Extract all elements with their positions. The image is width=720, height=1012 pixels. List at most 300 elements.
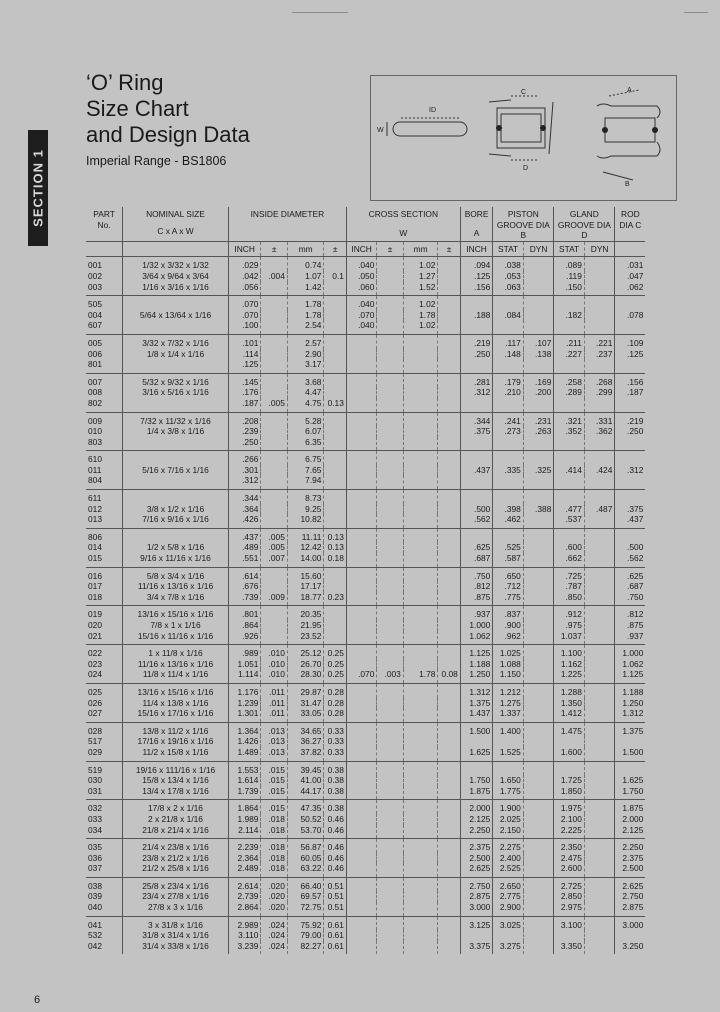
cell-gland-dyn (584, 863, 615, 877)
cell-bore: 1.750 (460, 775, 493, 786)
table-row (86, 592, 676, 606)
cell-id-mm-tol (324, 310, 346, 321)
cell-rod-dia: 2.375 (615, 853, 646, 864)
cell-cs-tol (377, 398, 403, 412)
cell-gland-stat: .414 (554, 465, 585, 476)
cell-piston-dyn: .325 (523, 465, 554, 476)
cross-section-label: CROSS SECTION (368, 209, 438, 219)
cell-bore: 1.188 (460, 659, 493, 670)
cell-id-mm: 6.07 (287, 426, 324, 437)
cell-part-no: 001 (88, 260, 102, 271)
cell-piston-stat: 1.775 (493, 786, 524, 800)
cell-cs-inch (346, 514, 377, 528)
table-row (86, 775, 676, 786)
cell-gland-dyn: .237 (584, 349, 615, 360)
cell-cs-mm (403, 553, 438, 567)
table-row (86, 398, 676, 412)
cell-piston-stat (493, 398, 524, 412)
cell-piston-stat: .335 (493, 465, 524, 476)
cell-bore: .344 (460, 412, 493, 426)
cell-piston-stat: 1.150 (493, 669, 524, 683)
cell-cs-tol (377, 786, 403, 800)
cell-id-inch: .364 (228, 504, 261, 515)
sub-cs-mm: mm (403, 241, 438, 257)
cell-id-inch: .187 (228, 398, 261, 412)
cell-cs-inch (346, 786, 377, 800)
cell-part-no: 030 (88, 775, 102, 786)
cell-piston-stat (493, 320, 524, 334)
cell-rod-dia: .937 (615, 631, 646, 645)
cell-gland-stat: .211 (554, 334, 585, 348)
cell-bore: 1.500 (460, 722, 493, 736)
sub-piston-dyn: DYN (523, 241, 554, 257)
cell-cs-inch (346, 916, 377, 930)
cell-cs-inch (346, 877, 377, 891)
cell-id-tol: .007 (261, 553, 287, 567)
cell-rod-dia: .562 (615, 553, 646, 567)
cell-id-mm-tol: 0.51 (324, 877, 346, 891)
cell-cs-tol (377, 736, 403, 747)
cell-piston-stat (493, 490, 524, 504)
cell-cs-mm (403, 606, 438, 620)
cell-cs-mm-tol (438, 877, 460, 891)
cell-id-mm-tol: 0.51 (324, 902, 346, 916)
cell-id-inch: .101 (228, 334, 261, 348)
cell-nominal-size: 3/8 x 1/2 x 1/16 (123, 504, 229, 515)
cell-rod-dia: 2.250 (615, 839, 646, 853)
cell-part-no: 004 (88, 309, 102, 320)
cell-piston-stat: 2.400 (493, 853, 524, 864)
cell-id-mm: 1.07 (287, 271, 324, 282)
cell-piston-stat (493, 761, 524, 775)
cell-id-tol: .018 (261, 863, 287, 877)
cell-rod-dia: 3.250 (615, 941, 646, 955)
sub-cs-inch: INCH (346, 241, 377, 257)
cell-id-inch: .801 (228, 606, 261, 620)
cell-cs-inch (346, 567, 377, 581)
cell-gland-stat: .600 (554, 542, 585, 553)
cell-id-tol: .013 (261, 722, 287, 736)
table-subheader-row (86, 241, 676, 257)
table-row (86, 669, 676, 683)
cell-id-mm-tol: 0.28 (324, 698, 346, 709)
cell-id-mm-tol: 0.25 (324, 645, 346, 659)
cell-cs-mm-tol (438, 334, 460, 348)
cell-id-mm-tol (324, 426, 346, 437)
cell-id-mm-tol (324, 606, 346, 620)
cell-nominal-size: 3/4 x 7/8 x 1/16 (123, 592, 229, 606)
cell-part-no: 012 (88, 503, 102, 514)
cell-cs-mm-tol (438, 800, 460, 814)
cell-gland-dyn: .362 (584, 426, 615, 437)
cell-piston-dyn: .138 (523, 349, 554, 360)
cell-gland-stat: 1.162 (554, 659, 585, 670)
cell-bore: .219 (460, 334, 493, 348)
scan-mark (684, 12, 708, 13)
cell-cs-tol: .003 (377, 669, 403, 683)
cell-piston-stat: .273 (493, 426, 524, 437)
cell-bore (460, 451, 493, 465)
cell-id-tol (261, 451, 287, 465)
cell-id-mm-tol (324, 581, 346, 592)
cell-gland-dyn (584, 669, 615, 683)
cell-id-mm: 33.05 (287, 708, 324, 722)
cell-gland-dyn (584, 891, 615, 902)
cell-nominal-size: 31/8 x 31/4 x 1/16 (123, 930, 229, 941)
cell-cs-inch (346, 592, 377, 606)
cell-cs-mm (403, 490, 438, 504)
cell-id-mm: 0.74 (287, 257, 324, 271)
cell-bore (460, 398, 493, 412)
cell-piston-dyn (523, 941, 554, 955)
cell-cs-mm (403, 761, 438, 775)
cell-gland-dyn (584, 839, 615, 853)
cell-cs-mm-tol (438, 839, 460, 853)
cell-bore (460, 528, 493, 542)
cell-cs-inch (346, 553, 377, 567)
cell-cs-tol (377, 567, 403, 581)
section-label: SECTION 1 (30, 149, 46, 227)
cell-cs-tol (377, 542, 403, 553)
cell-id-mm: 12.42 (287, 542, 324, 553)
cell-rod-dia (615, 320, 646, 334)
cell-rod-dia: .312 (615, 465, 646, 476)
cell-piston-stat (493, 528, 524, 542)
cell-bore: .750 (460, 567, 493, 581)
cell-cs-tol (377, 814, 403, 825)
cell-bore: .312 (460, 387, 493, 398)
cell-nominal-size: 23/4 x 27/8 x 1/16 (123, 891, 229, 902)
cell-cs-tol (377, 891, 403, 902)
cell-cs-mm-tol (438, 916, 460, 930)
cell-gland-dyn (584, 747, 615, 761)
cell-id-mm-tol: 0.13 (324, 542, 346, 553)
cell-gland-dyn (584, 528, 615, 542)
cell-id-inch: .070 (228, 296, 261, 310)
cell-part-no: 035 (88, 842, 102, 853)
table-row (86, 814, 676, 825)
cell-id-inch: 2.239 (228, 839, 261, 853)
cell-part-no: 003 (86, 282, 123, 296)
cell-cs-tol (377, 373, 403, 387)
cell-cs-mm (403, 620, 438, 631)
cell-part-no: 028 (88, 725, 102, 736)
cell-rod-dia (615, 437, 646, 451)
cell-gland-dyn: .221 (584, 334, 615, 348)
cell-cs-tol (377, 916, 403, 930)
cell-id-tol (261, 359, 287, 373)
cell-part-no: 037 (86, 863, 123, 877)
cell-id-mm: 4.75 (287, 398, 324, 412)
cell-cs-mm (403, 592, 438, 606)
cell-nominal-size (123, 296, 229, 310)
cell-id-tol: .020 (261, 891, 287, 902)
cell-id-tol (261, 334, 287, 348)
cell-piston-stat: .587 (493, 553, 524, 567)
cell-gland-dyn (584, 722, 615, 736)
table-row (86, 359, 676, 373)
cell-id-inch: 2.364 (228, 853, 261, 864)
cell-gland-stat: 2.350 (554, 839, 585, 853)
cell-id-mm-tol (324, 567, 346, 581)
cell-cs-mm (403, 349, 438, 360)
cell-id-tol: .024 (261, 916, 287, 930)
sub-gland-dyn: DYN (584, 241, 615, 257)
cell-part-no: 015 (86, 553, 123, 567)
cell-gland-stat: .150 (554, 282, 585, 296)
cell-cs-inch: .040 (346, 257, 377, 271)
cell-bore: 3.375 (460, 941, 493, 955)
cell-id-mm-tol: 0.33 (324, 736, 346, 747)
cell-cs-mm-tol (438, 567, 460, 581)
cell-gland-stat: .912 (554, 606, 585, 620)
cell-bore: .375 (460, 426, 493, 437)
cell-id-mm: 1.78 (287, 310, 324, 321)
cell-id-inch: .145 (228, 373, 261, 387)
cell-part-no: 017 (88, 581, 102, 592)
cell-gland-stat: 1.850 (554, 786, 585, 800)
cell-bore (460, 320, 493, 334)
table-row (86, 853, 676, 864)
cell-id-mm-tol (324, 282, 346, 296)
cell-id-inch: .344 (228, 490, 261, 504)
cell-part-no: 011 (88, 464, 102, 475)
cell-id-inch: .864 (228, 620, 261, 631)
cell-id-inch: 1.239 (228, 698, 261, 709)
cell-piston-stat: .712 (493, 581, 524, 592)
cell-rod-dia: .219 (615, 412, 646, 426)
cell-part-no: 532 (88, 930, 102, 941)
cell-gland-stat (554, 359, 585, 373)
cell-id-mm: 4.47 (287, 387, 324, 398)
cell-id-mm-tol (324, 296, 346, 310)
cell-piston-stat: 2.650 (493, 877, 524, 891)
cell-rod-dia: .047 (615, 271, 646, 282)
page-title (86, 70, 250, 148)
cell-cs-tol (377, 412, 403, 426)
cell-part-no: 029 (86, 747, 123, 761)
cell-nominal-size: 1/4 x 3/8 x 1/16 (123, 426, 229, 437)
cell-piston-dyn (523, 902, 554, 916)
cell-bore: .937 (460, 606, 493, 620)
cell-nominal-size: 15/16 x 11/16 x 1/16 (123, 631, 229, 645)
cell-gland-stat: .119 (554, 271, 585, 282)
cell-cs-tol (377, 528, 403, 542)
cell-part-no: 803 (86, 437, 123, 451)
cell-part-no: 005 (88, 337, 102, 348)
cell-piston-dyn (523, 581, 554, 592)
table-row (86, 271, 676, 282)
nominal-size-sub: C x A x W (157, 225, 194, 236)
cell-cs-mm: 1.52 (403, 282, 438, 296)
cell-nominal-size: 13/8 x 11/2 x 1/16 (123, 722, 229, 736)
cell-part-no: 505 (88, 299, 102, 310)
cell-gland-dyn (584, 916, 615, 930)
cell-rod-dia: 3.000 (615, 916, 646, 930)
cell-gland-dyn (584, 451, 615, 465)
cell-cs-tol (377, 387, 403, 398)
cell-cs-mm (403, 437, 438, 451)
cell-piston-dyn (523, 398, 554, 412)
cell-id-mm: 14.00 (287, 553, 324, 567)
cell-cs-mm-tol (438, 941, 460, 955)
cell-nominal-size: 11/16 x 13/16 x 1/16 (123, 581, 229, 592)
cell-rod-dia: 2.625 (615, 877, 646, 891)
cell-id-tol (261, 310, 287, 321)
cell-id-mm-tol (324, 373, 346, 387)
cell-cs-tol (377, 451, 403, 465)
table-row (86, 334, 676, 348)
cell-rod-dia: 1.125 (615, 669, 646, 683)
cell-rod-dia: 1.250 (615, 698, 646, 709)
cell-part-no: 023 (88, 658, 102, 669)
cell-nominal-size: 5/32 x 9/32 x 1/16 (123, 373, 229, 387)
cell-gland-dyn (584, 310, 615, 321)
cell-piston-dyn (523, 620, 554, 631)
cell-id-mm-tol: 0.38 (324, 761, 346, 775)
cell-gland-dyn (584, 514, 615, 528)
cell-cs-tol (377, 310, 403, 321)
cell-rod-dia: 2.875 (615, 902, 646, 916)
cell-cs-tol (377, 359, 403, 373)
cell-id-mm: 56.87 (287, 839, 324, 853)
cell-part-no: 038 (88, 880, 102, 891)
cell-id-tol: .018 (261, 853, 287, 864)
cell-cs-inch (346, 800, 377, 814)
cell-id-mm: 26.70 (287, 659, 324, 670)
cell-cs-inch (346, 645, 377, 659)
sub-bore-inch: INCH (460, 241, 493, 257)
cell-bore: 2.000 (460, 800, 493, 814)
table-row (86, 451, 676, 465)
cell-nominal-size: 13/16 x 15/16 x 1/16 (123, 606, 229, 620)
table-row (86, 553, 676, 567)
title-line-1: ‘O’ Ring (86, 70, 164, 95)
cell-gland-stat (554, 761, 585, 775)
cell-cs-mm-tol (438, 257, 460, 271)
cell-bore (460, 930, 493, 941)
cell-id-tol (261, 387, 287, 398)
cell-id-mm: 2.90 (287, 349, 324, 360)
cell-id-inch: .301 (228, 465, 261, 476)
cell-cs-tol (377, 645, 403, 659)
cell-id-tol (261, 257, 287, 271)
cell-gland-stat: .787 (554, 581, 585, 592)
cell-id-inch: .676 (228, 581, 261, 592)
cell-id-mm-tol: 0.33 (324, 722, 346, 736)
cell-id-inch: 1.301 (228, 708, 261, 722)
cell-cs-tol (377, 592, 403, 606)
cell-piston-dyn (523, 814, 554, 825)
cell-cs-mm-tol (438, 786, 460, 800)
cell-cs-mm (403, 504, 438, 515)
cell-id-mm-tol (324, 465, 346, 476)
cell-id-mm: 6.75 (287, 451, 324, 465)
cell-id-mm-tol: 0.38 (324, 786, 346, 800)
cell-id-mm: 3.17 (287, 359, 324, 373)
cell-id-mm-tol (324, 412, 346, 426)
cell-nominal-size: 19/16 x 111/16 x 1/16 (123, 761, 229, 775)
cell-piston-dyn (523, 683, 554, 697)
cell-cs-tol (377, 334, 403, 348)
table-row (86, 528, 676, 542)
cell-nominal-size: 1/32 x 3/32 x 1/32 (123, 257, 229, 271)
bore-sub: A (473, 227, 480, 238)
cell-part-no: 026 (88, 697, 102, 708)
cell-piston-stat: 1.900 (493, 800, 524, 814)
cell-cs-mm: 1.02 (403, 257, 438, 271)
col-part-no: PART No. (93, 209, 115, 230)
cell-id-inch: 1.864 (228, 800, 261, 814)
cell-cs-mm-tol (438, 514, 460, 528)
cell-piston-stat (493, 451, 524, 465)
cell-bore: .625 (460, 542, 493, 553)
cell-cs-inch: .050 (346, 271, 377, 282)
cell-bore: 3.000 (460, 902, 493, 916)
cell-id-tol (261, 282, 287, 296)
cell-cs-mm-tol (438, 349, 460, 360)
table-row (86, 282, 676, 296)
cell-nominal-size: 11/8 x 11/4 x 1/16 (123, 669, 229, 683)
cell-gland-dyn (584, 282, 615, 296)
cell-cs-mm (403, 631, 438, 645)
col-inside-diameter: INSIDE DIAMETER (228, 207, 346, 241)
cell-part-no: 042 (88, 940, 102, 951)
label-d: D (523, 165, 529, 172)
cell-cs-mm (403, 359, 438, 373)
cell-id-inch: .266 (228, 451, 261, 465)
cell-gland-stat (554, 475, 585, 489)
cell-bore: .156 (460, 282, 493, 296)
cell-cs-mm (403, 891, 438, 902)
cell-cs-tol (377, 761, 403, 775)
cell-piston-stat: .525 (493, 542, 524, 553)
page-subtitle: Imperial Range - BS1806 (86, 154, 227, 168)
cell-cs-mm (403, 475, 438, 489)
cell-nominal-size: 5/64 x 13/64 x 1/16 (123, 310, 229, 321)
cell-nominal-size: 2 x 21/8 x 1/16 (123, 814, 229, 825)
cell-id-mm: 79.00 (287, 930, 324, 941)
table-row (86, 747, 676, 761)
cell-cs-inch (346, 387, 377, 398)
cell-id-tol: .018 (261, 814, 287, 825)
title-line-2: Size Chart (86, 96, 189, 121)
cell-rod-dia: 1.625 (615, 775, 646, 786)
cell-bore: .875 (460, 592, 493, 606)
cell-cs-mm-tol (438, 504, 460, 515)
cell-bore: 2.250 (460, 825, 493, 839)
cell-cs-mm-tol (438, 412, 460, 426)
cell-id-mm: 37.82 (287, 747, 324, 761)
cell-id-mm: 60.05 (287, 853, 324, 864)
cell-cs-inch (346, 747, 377, 761)
cell-id-inch: .989 (228, 645, 261, 659)
cell-piston-dyn (523, 257, 554, 271)
cell-id-tol (261, 631, 287, 645)
cell-gland-dyn (584, 592, 615, 606)
cell-rod-dia: .812 (615, 606, 646, 620)
cell-part-no: 033 (88, 813, 102, 824)
cell-id-mm: 75.92 (287, 916, 324, 930)
cell-part-no: 036 (88, 852, 102, 863)
cell-gland-dyn (584, 825, 615, 839)
cell-bore: .687 (460, 553, 493, 567)
cell-gland-dyn (584, 708, 615, 722)
cell-rod-dia: .375 (615, 504, 646, 515)
cell-cs-inch (346, 334, 377, 348)
table-row (86, 839, 676, 853)
cell-id-tol (261, 504, 287, 515)
